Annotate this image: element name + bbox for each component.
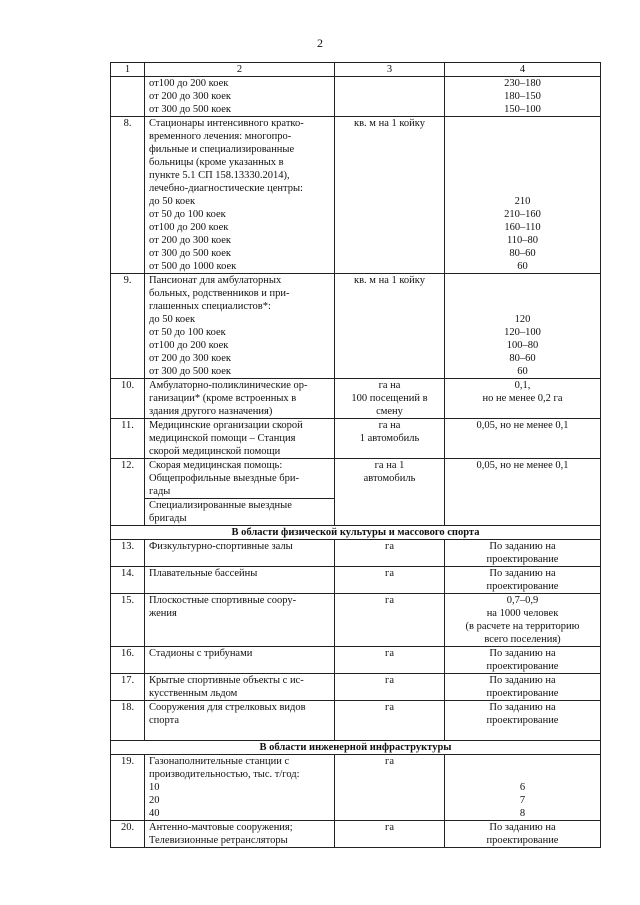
row-unit: кв. м на 1 койку [335, 117, 445, 274]
row-number: 16. [111, 647, 145, 674]
row-value: 210–160 [504, 209, 541, 220]
row-name-line: до 50 коек [149, 314, 196, 325]
row-name-line: от 300 до 500 коек [149, 366, 232, 377]
header-col-2: 2 [145, 63, 335, 77]
row-number: 13. [111, 540, 145, 567]
row-value: 80–60 [509, 248, 536, 259]
row-name-line: от 200 до 300 коек [149, 235, 232, 246]
table-row [111, 117, 601, 274]
row-value: 120–100 [504, 327, 541, 338]
row-unit: га [335, 701, 445, 741]
row-name-line: 20 [149, 795, 160, 806]
row-name-line: 10 [149, 782, 160, 793]
row-number: 18. [111, 701, 145, 741]
row-value: 0,05, но не менее 0,1 [445, 459, 601, 526]
row-value: По заданию на [489, 541, 556, 552]
row-value: 0,7–0,9 [506, 595, 539, 606]
row-name-line: Сооружения для стрелковых видов [149, 702, 306, 713]
table-row [111, 567, 601, 594]
row-unit: га [335, 755, 445, 821]
row-name-line: от100 до 200 коек [149, 78, 229, 89]
table-row [111, 274, 601, 379]
section-title: В области физической культуры и массового спорта [111, 526, 601, 540]
row-name-line: Специализированные выездные [149, 500, 292, 511]
row-name-line: Крытые спортивные объекты с ис- [149, 675, 304, 686]
row-number: 19. [111, 755, 145, 821]
row-unit: га [335, 647, 445, 674]
row-name-line: от 200 до 300 коек [149, 353, 232, 364]
row-value: По заданию на [489, 648, 556, 659]
row-unit-line: смену [376, 406, 403, 417]
row-unit-line: га на 1 [374, 460, 405, 471]
row-unit: га [335, 594, 445, 647]
table-row [111, 821, 601, 848]
row-name-line: Газонаполнительные станции с [149, 756, 290, 767]
row-name-line: гады [149, 486, 171, 497]
page-number: 2 [317, 36, 323, 50]
row-name-line: от 500 до 1000 коек [149, 261, 237, 272]
row-value: 60 [517, 261, 528, 272]
row-name-line: 40 [149, 808, 160, 819]
row-value: проектирование [486, 715, 559, 726]
row-name-line: производительностью, тыс. т/год: [149, 769, 300, 780]
row-name-line: от 300 до 500 коек [149, 104, 232, 115]
row-name-line: Стадионы с трибунами [149, 648, 253, 659]
header-col-3: 3 [335, 63, 445, 77]
row-unit-line: 1 автомобиль [359, 433, 420, 444]
row-value: 210 [514, 196, 531, 207]
row-value: 0,1, [514, 380, 531, 391]
section-title: В области инженерной инфраструктуры [111, 741, 601, 755]
row-name-line: Плоскостные спортивные соору- [149, 595, 297, 606]
row-name-line: Плавательные бассейны [149, 568, 258, 579]
row-number: 15. [111, 594, 145, 647]
row-name-line: медицинской помощи – Станция [149, 433, 296, 444]
row-name-line: здания другого назначения) [149, 406, 273, 417]
row-value: 8 [519, 808, 526, 819]
row-name-line: глашенных специалистов*: [149, 301, 271, 312]
row-value: проектирование [486, 688, 559, 699]
row-value: 110–80 [506, 235, 539, 246]
row-name-line: Физкультурно-спортивные залы [149, 541, 293, 552]
row-value: 0,05, но не менее 0,1 [445, 419, 601, 459]
row-name-line: Скорая медицинская помощь: [149, 460, 283, 471]
row-number: 14. [111, 567, 145, 594]
row-name-line: от 50 до 100 коек [149, 327, 226, 338]
row-name-line: скорой медицинской помощи [149, 446, 281, 457]
row-name-line: от100 до 200 коек [149, 222, 229, 233]
row-name-line: Пансионат для амбулаторных [149, 275, 282, 286]
row-value: 150–100 [504, 104, 541, 115]
header-row [111, 63, 601, 77]
table-row [111, 674, 601, 701]
row-name-line: больницы (кроме указанных в [149, 157, 284, 168]
row-value: По заданию на [489, 702, 556, 713]
row-name-line: ганизации* (кроме встроенных в [149, 393, 297, 404]
table-row [111, 647, 601, 674]
row-unit: га [335, 674, 445, 701]
row-name-line: спорта [149, 715, 180, 726]
row-name-line: бригады [149, 513, 187, 524]
header-col-4: 4 [445, 63, 601, 77]
row-value: 7 [519, 795, 526, 806]
row-value: проектирование [486, 581, 559, 592]
row-unit: га [335, 567, 445, 594]
row-value: 6 [519, 782, 526, 793]
row-value: но не менее 0,2 га [482, 393, 563, 404]
row-value: По заданию на [489, 822, 556, 833]
table-row [111, 459, 601, 499]
row-unit: га [335, 540, 445, 567]
row-name-line: фильные и специализированные [149, 144, 295, 155]
row-unit-line: га на [378, 380, 401, 391]
table-row [111, 419, 601, 459]
row-name-line: от 200 до 300 коек [149, 91, 232, 102]
row-name-line: временного лечения: многопро- [149, 131, 292, 142]
row-name-line: Стационары интенсивного кратко- [149, 118, 304, 129]
table-row [111, 594, 601, 647]
row-value: 120 [514, 314, 531, 325]
norms-table [110, 62, 601, 848]
row-unit: га [335, 821, 445, 848]
table-row [111, 77, 601, 117]
table-row [111, 701, 601, 741]
row-name-line: до 50 коек [149, 196, 196, 207]
row-name-line: Телевизионные ретрансляторы [149, 835, 288, 846]
row-name-line: Медицинские организации скорой [149, 420, 303, 431]
header-col-1: 1 [111, 63, 145, 77]
row-unit-line: га на [378, 420, 401, 431]
row-number: 17. [111, 674, 145, 701]
row-name-line: Амбулаторно-поликлинические ор- [149, 380, 308, 391]
row-value: По заданию на [489, 675, 556, 686]
row-name-line: лечебно-диагностические центры: [149, 183, 303, 194]
row-value: 230–180 [504, 78, 541, 89]
row-name-line: кусственным льдом [149, 688, 238, 699]
section-header-row [111, 741, 601, 755]
row-value: (в расчете на территорию [465, 621, 580, 632]
row-number: 8. [111, 117, 145, 274]
row-name-line: жения [149, 608, 177, 619]
row-number: 12. [111, 459, 145, 526]
table-row [111, 540, 601, 567]
row-number: 10. [111, 379, 145, 419]
table-row [111, 379, 601, 419]
row-name-line: Антенно-мачтовые сооружения; [149, 822, 293, 833]
row-name-line: пункте 5.1 СП 158.13330.2014), [149, 170, 290, 181]
row-value: на 1000 человек [486, 608, 559, 619]
row-value: 100–80 [506, 340, 539, 351]
row-unit-line: 100 посещений в [351, 393, 428, 404]
row-unit-line: автомобиль [363, 473, 416, 484]
row-value: 60 [517, 366, 528, 377]
row-name-line: больных, родственников и при- [149, 288, 290, 299]
row-value: 160–110 [504, 222, 541, 233]
row-unit: кв. м на 1 койку [335, 274, 445, 379]
table-row [111, 755, 601, 821]
row-value: 180–150 [504, 91, 541, 102]
row-number: 20. [111, 821, 145, 848]
row-value: всего поселения) [484, 634, 561, 645]
row-name-line: от 300 до 500 коек [149, 248, 232, 259]
row-value: По заданию на [489, 568, 556, 579]
row-name-line: от100 до 200 коек [149, 340, 229, 351]
row-number: 11. [111, 419, 145, 459]
row-value: 80–60 [509, 353, 536, 364]
section-header-row [111, 526, 601, 540]
row-value: проектирование [486, 835, 559, 846]
row-number: 9. [111, 274, 145, 379]
row-value: проектирование [486, 554, 559, 565]
row-value: проектирование [486, 661, 559, 672]
row-name-line: от 50 до 100 коек [149, 209, 226, 220]
row-name-line: Общепрофильные выездные бри- [149, 473, 299, 484]
